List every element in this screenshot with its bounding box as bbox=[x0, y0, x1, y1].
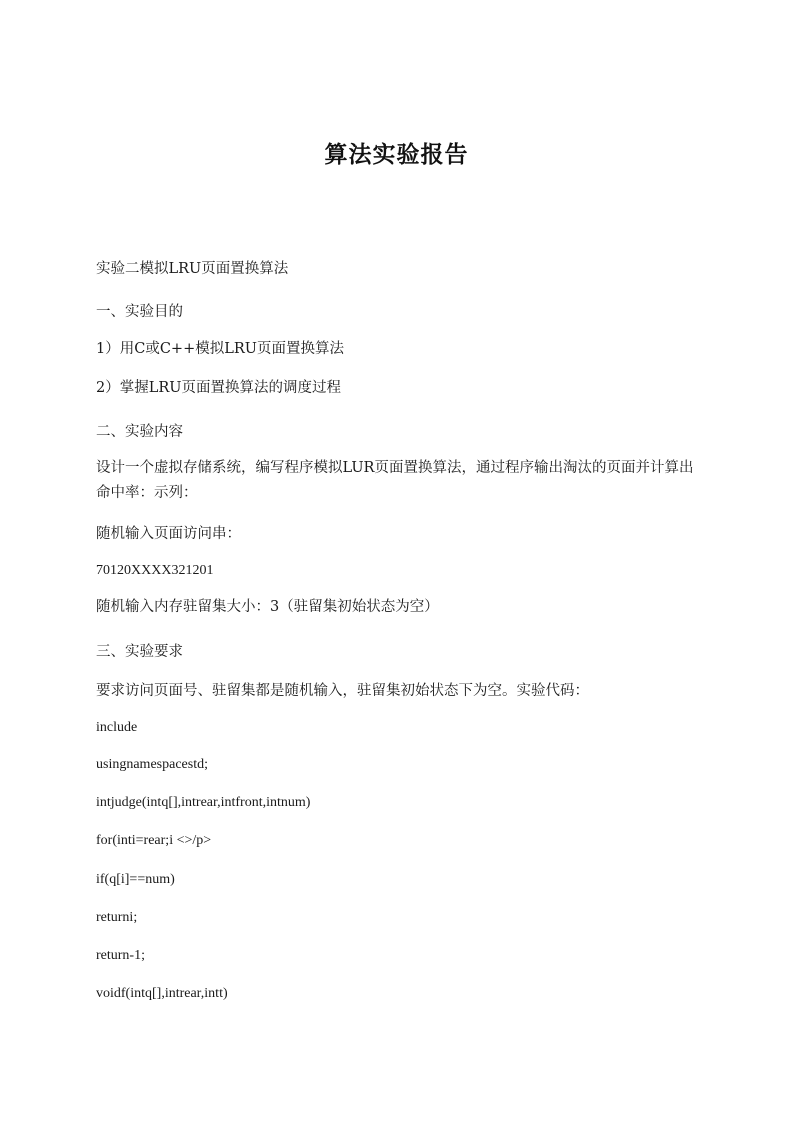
code-line: intjudge(intq[],intrear,intfront,intnum) bbox=[96, 795, 311, 810]
section-2-memory-size: 随机输入内存驻留集大小：3（驻留集初始状态为空） bbox=[96, 599, 439, 615]
code-line: for(inti=rear;i <>/p> bbox=[96, 833, 212, 848]
code-line: usingnamespacestd; bbox=[96, 757, 208, 772]
experiment-subtitle: 实验二模拟LRU页面置换算法 bbox=[96, 261, 289, 277]
section-3-heading: 三、实验要求 bbox=[96, 644, 183, 660]
section-2-input-label: 随机输入页面访问串： bbox=[96, 526, 241, 542]
code-line: if(q[i]==num) bbox=[96, 872, 175, 887]
section-1-item-1: 1）用C或C++模拟LRU页面置换算法 bbox=[96, 341, 344, 357]
code-line: returni; bbox=[96, 910, 138, 925]
code-line: include bbox=[96, 720, 138, 735]
section-1-heading: 一、实验目的 bbox=[96, 304, 183, 320]
code-line: voidf(intq[],intrear,intt) bbox=[96, 986, 228, 1001]
section-2-paragraph: 设计一个虚拟存储系统，编写程序模拟LUR页面置换算法，通过程序输出淘汰的页面并计算出命中率：示列： bbox=[96, 460, 694, 501]
document-title: 算法实验报告 bbox=[324, 142, 469, 168]
section-2-heading: 二、实验内容 bbox=[96, 424, 183, 440]
section-3-paragraph: 要求访问页面号、驻留集都是随机输入，驻留集初始状态下为空。实验代码： bbox=[96, 683, 589, 699]
section-2-input-value: 70120XXXX321201 bbox=[96, 563, 214, 578]
code-line: return-1; bbox=[96, 948, 145, 963]
section-1-item-2: 2）掌握LRU页面置换算法的调度过程 bbox=[96, 380, 341, 396]
